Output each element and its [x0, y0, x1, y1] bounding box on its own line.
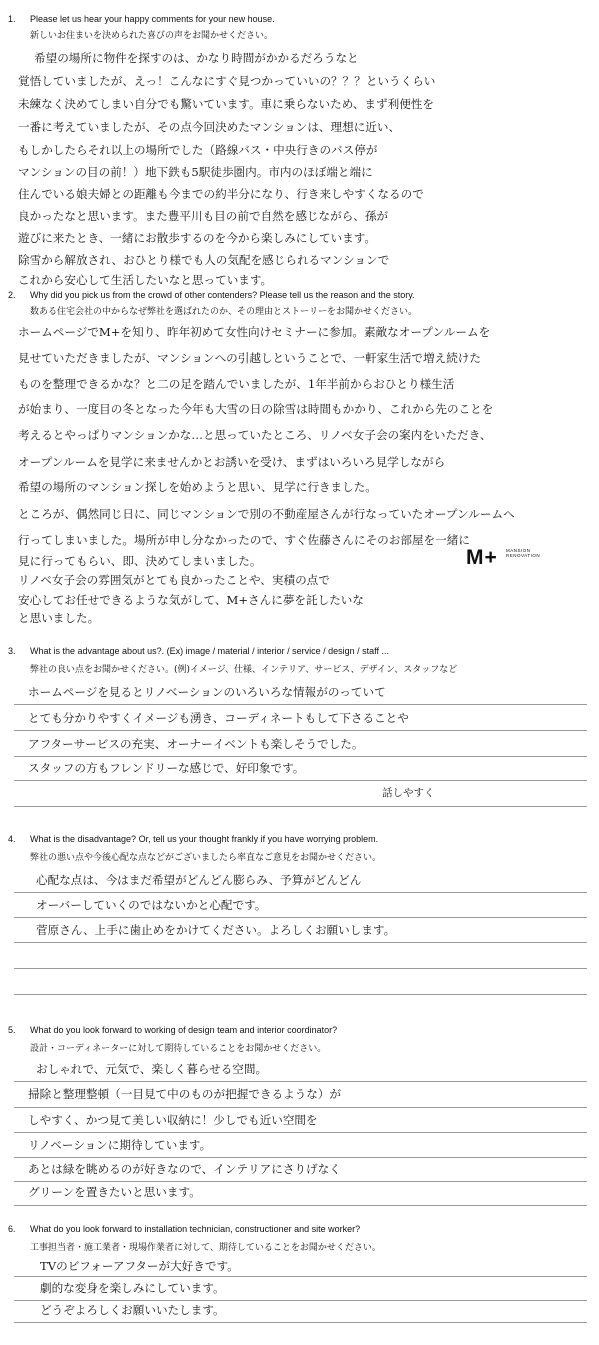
answer-line: あとは緑を眺めるのが好きなので、インテリアにさりげなく	[28, 1162, 341, 1176]
answer-line: 未練なく決めてしまい自分でも驚いています。車に乗らないため、まず利便性を	[18, 97, 434, 111]
answer-line: ホームページを見るとリノベーションのいろいろな情報がのっていて	[28, 685, 386, 699]
answer-line: これから安心して生活したいなと思っています。	[18, 273, 273, 287]
answer-line: 安心してお任せできるような気がして、M+さんに夢を託したいな	[18, 593, 364, 607]
question-ja: 工事担当者・施工業者・現場作業者に対して、期待していることをお聞かせください。	[30, 1243, 381, 1253]
question-number: 1.	[8, 14, 16, 24]
answer-line: ところが、偶然同じ日に、同じマンションで別の不動産屋さんが行なっていたオープンルームへ	[18, 507, 515, 521]
answer-rule	[14, 1181, 587, 1182]
question-number: 2.	[8, 290, 16, 300]
answer-line: 希望の場所のマンション探しを始めようと思い、見学に行きました。	[18, 480, 377, 494]
answer-line: 掃除と整理整頓（一目見て中のものが把握できるような）が	[28, 1087, 342, 1101]
answer-line: 除雪から解放され、おひとり様でも人の気配を感じられるマンションで	[18, 253, 390, 267]
answer-rule	[14, 1276, 587, 1277]
answer-rule	[14, 892, 587, 893]
answer-line: オープンルームを見学に来ませんかとお誘いを受け、まずはいろいろ見学しながら	[18, 455, 446, 469]
answer-line: 考えるとやっぱりマンションかな…と思っていたところ、リノベ女子会の案内をいただき、	[18, 428, 492, 442]
answer-rule	[14, 1322, 587, 1323]
answer-rule	[14, 968, 587, 969]
answer-line: もしかしたらそれ以上の場所でした（路線バス・中央行きのバス停が	[18, 143, 378, 157]
question-number: 6.	[8, 1224, 16, 1234]
answer-rule	[14, 1205, 587, 1206]
answer-rule	[14, 1107, 587, 1108]
answer-rule	[14, 942, 587, 943]
answer-rule	[14, 730, 587, 731]
answer-line: グリーンを置きたいと思います。	[28, 1185, 201, 1199]
answer-rule	[14, 1300, 587, 1301]
answer-line: しやすく、かつ見て美しい収納に！少しでも近い空間を	[28, 1113, 318, 1127]
logo-subtitle	[506, 548, 540, 558]
answer-line: 劇的な変身を楽しみにしています。	[40, 1281, 225, 1295]
question-en: What do you look forward to installation technician, constructioner and site worker?	[30, 1224, 361, 1234]
answer-line: 心配な点は、今はまだ希望がどんどん膨らみ、予算がどんどん	[36, 873, 362, 887]
answer-line: 一番に考えていましたが、その点今回決めたマンションは、理想に近い、	[18, 120, 401, 134]
answer-line: ものを整理できるかな？と二の足を踏んでいましたが、1年半前からおひとり様生活	[18, 377, 455, 391]
answer-rule	[14, 917, 587, 918]
answer-line: 住んでいる娘夫婦との距離も今までの約半分になり、行き来しやすくなるので	[18, 187, 424, 201]
answer-rule	[14, 994, 587, 995]
answer-rule	[14, 1132, 587, 1133]
question-number: 4.	[8, 834, 16, 844]
answer-rule	[14, 780, 587, 781]
question-number: 3.	[8, 646, 16, 656]
answer-rule	[14, 806, 587, 807]
question-ja: 弊社の悪い点や今後心配な点などがございましたら率直なご意見をお聞かせください。	[30, 853, 382, 863]
answer-line: 行ってしまいました。場所が申し分なかったので、すぐ佐藤さんにそのお部屋を一緒に	[18, 533, 470, 547]
answer-line: と思いました。	[18, 611, 100, 625]
answer-rule	[14, 1081, 587, 1082]
company-logo	[466, 546, 541, 570]
answer-line: おしゃれで、元気で、楽しく暮らせる空間。	[36, 1062, 268, 1076]
question-en: What is the advantage about us?. (Ex) image / material / interior / service / design / staff ...	[30, 646, 390, 656]
answer-line: リノベーションに期待しています。	[28, 1138, 212, 1152]
answer-line: 見に行ってもらい、即、決めてしまいました。	[18, 554, 262, 568]
answer-line: とても分かりやすくイメージも湧き、コーディネートもして下さることや	[28, 711, 409, 725]
question-ja: 弊社の良い点をお聞かせください。(例)イメージ、仕様、インテリア、サービス、デザイン、スタッフなど	[30, 665, 458, 675]
answer-line: どうぞよろしくお願いいたします。	[40, 1303, 225, 1317]
answer-line: が始まり、一度目の冬となった今年も大雪の日の除雪は時間もかかり、これから先のことを	[18, 402, 494, 416]
answer-line: 見せていただきましたが、マンションへの引越しということで、一軒家生活で増え続けた	[18, 351, 481, 365]
logo-sub-line: MANSION	[506, 548, 531, 553]
answer-insertion: 話しやすく	[382, 787, 435, 799]
answer-line: オーバーしていくのではないかと心配です。	[36, 898, 267, 912]
question-ja: 設計・コーディネーターに対して期待していることをお聞かせください。	[30, 1044, 327, 1054]
answer-line: スタッフの方もフレンドリーな感じで、好印象です。	[28, 761, 305, 775]
question-ja: 数ある住宅会社の中からなぜ弊社を選ばれたのか、その理由とストーリーをお聞かせください。	[30, 307, 418, 317]
answer-rule	[14, 1157, 587, 1158]
logo-sub-line: RENOVATION	[506, 553, 541, 558]
answer-line: 良かったなと思います。また豊平川も目の前で自然を感じながら、孫が	[18, 209, 389, 223]
logo-mark: M+	[466, 546, 498, 569]
answer-line: 菅原さん、上手に歯止めをかけてください。よろしくお願いします。	[36, 923, 396, 937]
answer-line: マンションの目の前！）地下鉄も5駅徒歩圏内。市内のほぼ端と端に	[18, 165, 373, 179]
answer-line: リノベ女子会の雰囲気がとても良かったことや、実積の点で	[18, 573, 330, 587]
question-en: What is the disadvantage? Or, tell us your thought frankly if you have worrying problem.	[30, 834, 379, 844]
question-number: 5.	[8, 1025, 16, 1035]
answer-line: アフターサービスの充実、オーナーイベントも楽しそうでした。	[28, 737, 364, 751]
answer-line: TVのビフォーアフターが大好きです。	[40, 1259, 239, 1273]
answer-rule	[14, 704, 587, 705]
question-en: Please let us hear your happy comments for your new house.	[30, 14, 275, 24]
answer-rule	[14, 756, 587, 757]
question-en: Why did you pick us from the crowd of other contenders? Please tell us the reason and the story.	[30, 290, 415, 300]
question-en: What do you look forward to working of design team and interior coordinator?	[30, 1025, 338, 1035]
answer-line: 遊びに来たとき、一緒にお散歩するのを今から楽しみにしています。	[18, 231, 377, 245]
answer-line: 覚悟していましたが、えっ！こんなにすぐ見つかっていいの？？？というくらい	[18, 74, 436, 88]
question-ja: 新しいお住まいを決められた喜びの声をお聞かせください。	[30, 31, 274, 41]
answer-line: ホームページでM+を知り、昨年初めて女性向けセミナーに参加。素敵なオープンルームを	[18, 325, 491, 339]
answer-line: 希望の場所に物件を探すのは、かなり時間がかかるだろうなと	[34, 51, 359, 65]
